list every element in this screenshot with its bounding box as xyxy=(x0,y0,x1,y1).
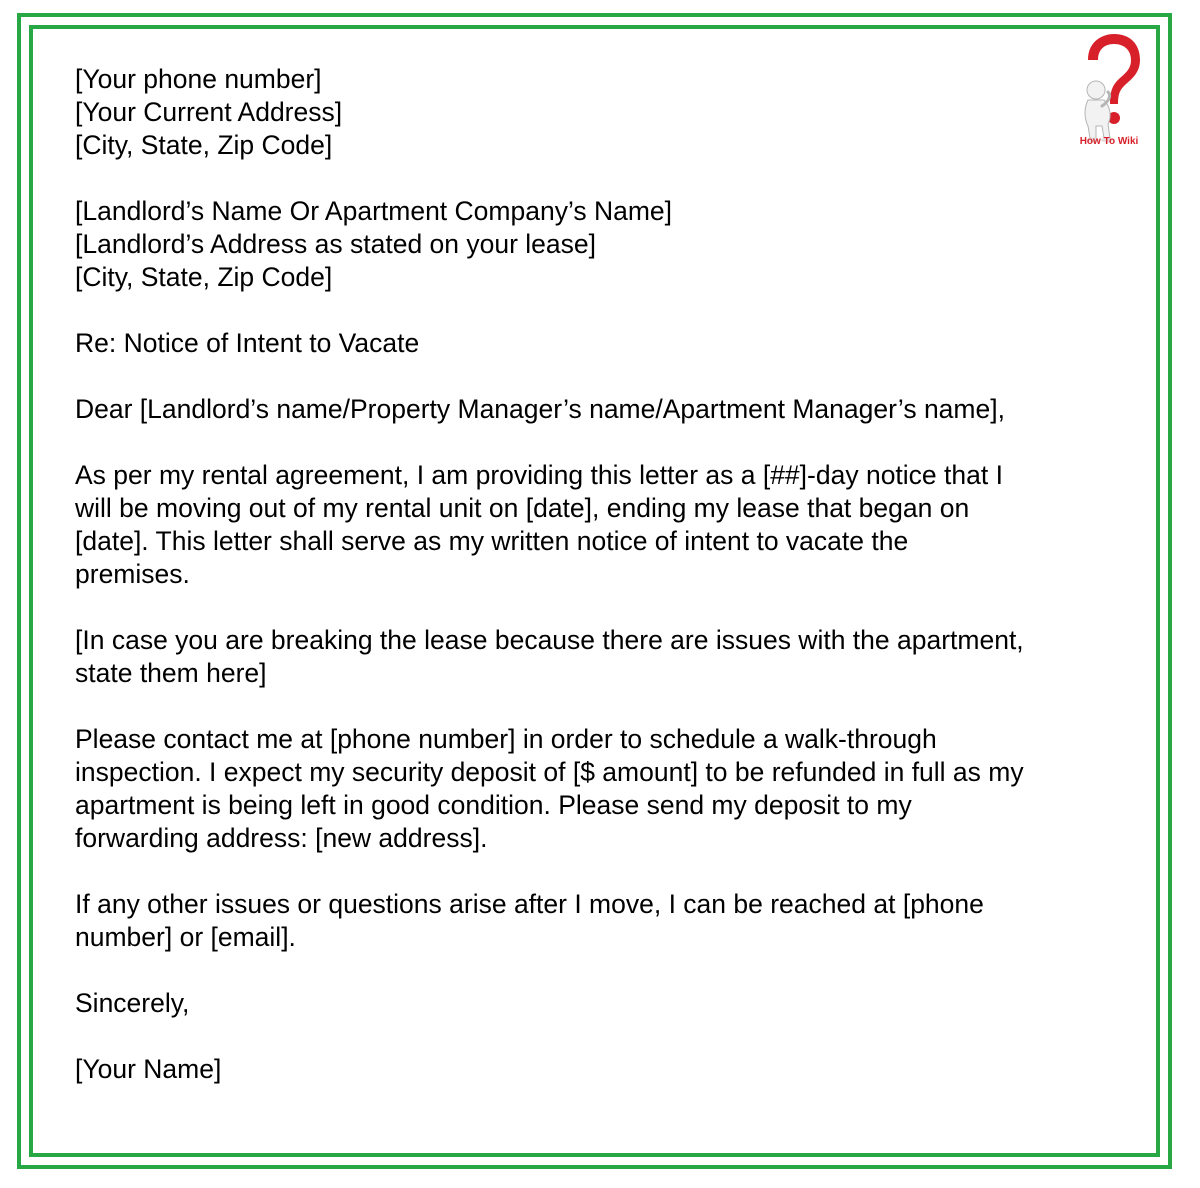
recipient-block xyxy=(75,195,1135,294)
letter-body xyxy=(75,63,1135,1086)
sender-address: [Your Current Address] xyxy=(75,97,343,127)
paragraph-line: inspection. I expect my security deposit of [$ amount] to be refunded in full as my xyxy=(75,757,1024,787)
sender-block xyxy=(75,63,1135,162)
sender-city: [City, State, Zip Code] xyxy=(75,130,333,160)
paragraph-line: forwarding address: [new address]. xyxy=(75,823,488,853)
paragraph-line: premises. xyxy=(75,559,190,589)
recipient-name: [Landlord’s Name Or Apartment Company’s Name] xyxy=(75,196,673,226)
paragraph-line: [date]. This letter shall serve as my written notice of intent to vacate the xyxy=(75,526,909,556)
paragraph-issues xyxy=(75,624,1135,690)
sender-phone: [Your phone number] xyxy=(75,64,322,94)
closing: Sincerely, xyxy=(75,988,190,1018)
paragraph-line: will be moving out of my rental unit on [date], ending my lease that began on xyxy=(75,493,970,523)
logo-caption: How To Wiki xyxy=(1079,136,1139,147)
paragraph-line: [In case you are breaking the lease because there are issues with the apartment, xyxy=(75,625,1024,655)
paragraph-line: apartment is being left in good condition. Please send my deposit to my xyxy=(75,790,912,820)
paragraph-line: Please contact me at [phone number] in order to schedule a walk-through xyxy=(75,724,937,754)
paragraph-line: As per my rental agreement, I am providing this letter as a [##]-day notice that I xyxy=(75,460,1003,490)
recipient-address: [Landlord’s Address as stated on your lease] xyxy=(75,229,597,259)
signature-placeholder: [Your Name] xyxy=(75,1054,222,1084)
paragraph-line: state them here] xyxy=(75,658,267,688)
paragraph-deposit xyxy=(75,723,1135,855)
paragraph-line: number] or [email]. xyxy=(75,922,296,952)
paragraph-notice xyxy=(75,459,1135,591)
recipient-city: [City, State, Zip Code] xyxy=(75,262,333,292)
paragraph-contact xyxy=(75,888,1135,954)
subject-line: Re: Notice of Intent to Vacate xyxy=(75,328,420,358)
salutation: Dear [Landlord’s name/Property Manager’s name/Apartment Manager’s name], xyxy=(75,394,1005,424)
paragraph-line: If any other issues or questions arise after I move, I can be reached at [phone xyxy=(75,889,984,919)
